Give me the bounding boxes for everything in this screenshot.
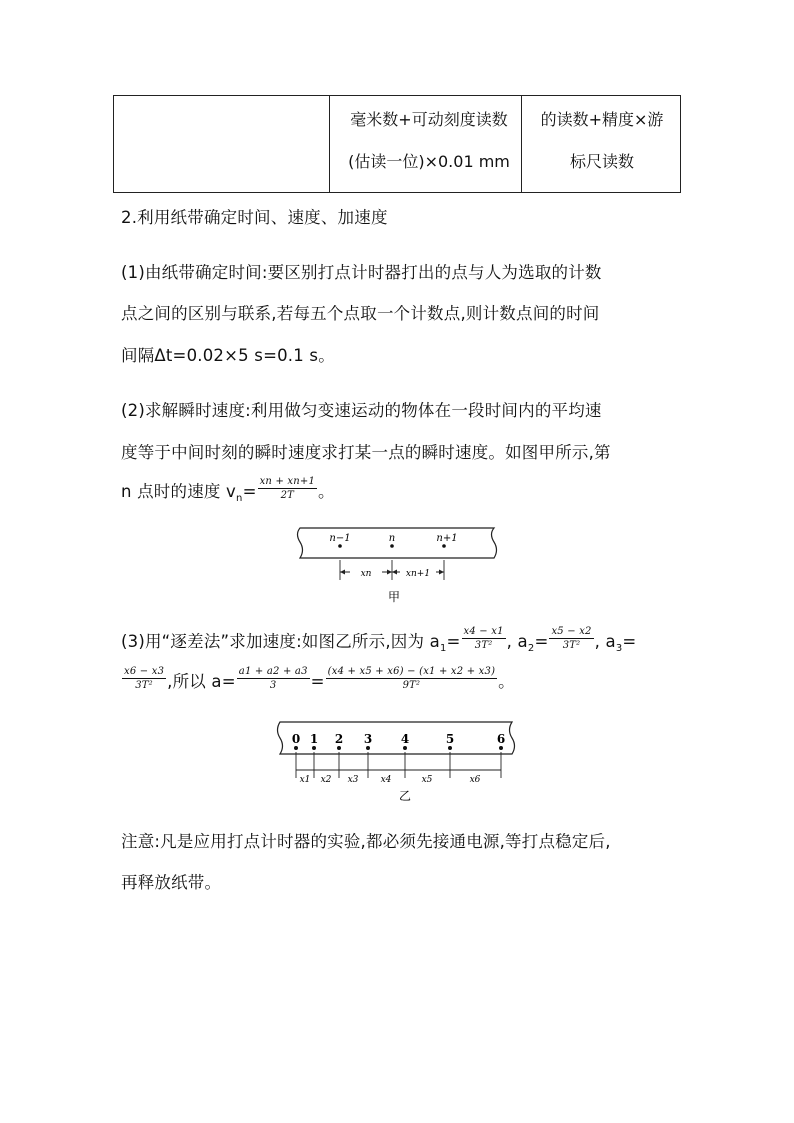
figure-caption-yi: 乙 — [398, 789, 412, 803]
velocity-numerator: xn + xn+1 — [258, 476, 317, 490]
dot-n-plus-1 — [442, 544, 446, 548]
therefore-a: ,所以 a= — [167, 672, 236, 691]
paragraph-1-line-3: 间隔Δt=0.02×5 s=0.1 s。 — [121, 346, 335, 365]
table-divider-1 — [329, 96, 330, 192]
velocity-denominator: 2T — [280, 490, 295, 501]
a3-fraction — [122, 666, 166, 692]
dot-n — [390, 544, 394, 548]
fig2-label-1: 1 — [309, 732, 319, 746]
velocity-fraction — [258, 476, 317, 502]
period-2: 。 — [498, 672, 515, 691]
a2-denominator: 3T² — [562, 640, 581, 651]
paragraph-1-line-2: 点之间的区别与联系,若每五个点取一个计数点,则计数点间的时间 — [121, 304, 600, 323]
a1-subscript: 1 — [439, 643, 447, 654]
section-heading: 2.利用纸带确定时间、速度、加速度 — [121, 208, 388, 227]
a-final-denominator: 9T² — [402, 680, 421, 691]
paragraph-2-line-3 — [121, 475, 335, 506]
table-cell-col3-line2: 标尺读数 — [569, 152, 634, 171]
tape-outline — [298, 528, 497, 558]
fig2-dot-1 — [312, 746, 316, 750]
fig2-label-0: 0 — [291, 732, 301, 746]
label-n-plus-1: n+1 — [436, 533, 458, 544]
a2-fraction — [549, 626, 593, 652]
accel-intro: (3)用“逐差法”求加速度:如图乙所示,因为 a — [121, 632, 440, 651]
figure-caption-jia: 甲 — [387, 590, 401, 604]
fig2-label-3: 3 — [363, 732, 373, 746]
paragraph-2-line-1: (2)求解瞬时速度:利用做匀变速运动的物体在一段时间内的平均速 — [121, 401, 602, 420]
note-line-2: 再释放纸带。 — [121, 873, 222, 892]
fig2-dot-3 — [366, 746, 370, 750]
fig2-dim-x3: x3 — [347, 775, 359, 785]
fig2-dim-x4: x4 — [380, 775, 392, 785]
a1-denominator: 3T² — [474, 640, 493, 651]
fig2-dot-4 — [403, 746, 407, 750]
a3-equals: = — [622, 632, 637, 651]
equals-sign: = — [242, 482, 257, 501]
fig2-dim-x6: x6 — [469, 775, 481, 785]
a-average-fraction — [237, 666, 310, 692]
fig2-dim-x1: x1 — [299, 775, 311, 785]
tape-figure-yi — [268, 718, 524, 804]
label-n: n — [388, 533, 396, 544]
a-final-fraction — [326, 666, 498, 692]
fig2-label-4: 4 — [400, 732, 410, 746]
paragraph-3-line-1: (3)用“逐差法”求加速度:如图乙所示,因为 $a_1=$ $\frac{x4 - x1}{\text{3T²}}$ , $a_2=$ $\frac{x5 - x2}{\text{3T²}}$ , $a_3=$ — [121, 625, 637, 654]
a3-denominator: 3T² — [135, 680, 153, 691]
fig2-dot-6 — [499, 746, 503, 750]
fig2-dot-5 — [448, 746, 452, 750]
paragraph-2-line-2: 度等于中间时刻的瞬时速度求打某一点的瞬时速度。如图甲所示,第 — [121, 443, 611, 462]
a1-numerator: x4 − x1 — [462, 626, 506, 640]
fig2-dim-x2: x2 — [320, 775, 332, 785]
a2-prefix: , a — [506, 632, 528, 651]
tape-figure-jia — [290, 522, 504, 608]
a2-numerator: x5 − x2 — [549, 626, 593, 640]
paragraph-3-line-2 — [121, 665, 515, 696]
table-cell-col2-line1: 毫米数+可动刻度读数 — [350, 110, 508, 129]
a-equals-2: = — [310, 672, 325, 691]
reading-table — [113, 95, 681, 193]
dim-label-xn1: xn+1 — [405, 569, 431, 579]
velocity-subscript: n — [236, 493, 243, 504]
paragraph-1-line-1: (1)由纸带确定时间:要区别打点计时器打出的点与人为选取的计数 — [121, 263, 602, 282]
a2-subscript: 2 — [527, 643, 535, 654]
fig2-dot-0 — [294, 746, 298, 750]
a3-prefix: , a — [594, 632, 616, 651]
fig2-dot-2 — [337, 746, 341, 750]
fig2-label-5: 5 — [445, 732, 455, 746]
note-line-1: 注意:凡是应用打点计时器的实验,都必须先接通电源,等打点稳定后, — [121, 832, 611, 851]
fig2-label-6: 6 — [496, 732, 506, 746]
dot-n-minus-1 — [338, 544, 342, 548]
label-n-minus-1: n−1 — [329, 533, 351, 544]
a1-fraction — [462, 626, 506, 652]
a-average-denominator: 3 — [269, 680, 277, 691]
a-average-numerator: a1 + a2 + a3 — [237, 666, 310, 680]
dim-label-xn: xn — [360, 569, 372, 579]
velocity-text: n 点时的速度 v — [121, 482, 237, 501]
period: 。 — [318, 482, 335, 501]
a-final-numerator: (x4 + x5 + x6) − (x1 + x2 + x3) — [326, 666, 498, 680]
fig2-label-2: 2 — [334, 732, 344, 746]
table-cell-col3-line1: 的读数+精度×游 — [540, 110, 664, 129]
fig2-dim-x5: x5 — [421, 775, 433, 785]
a3-subscript: 3 — [615, 643, 623, 654]
a3-numerator: x6 − x3 — [122, 666, 166, 680]
table-cell-col2-line2: (估读一位)×0.01 mm — [348, 152, 510, 171]
